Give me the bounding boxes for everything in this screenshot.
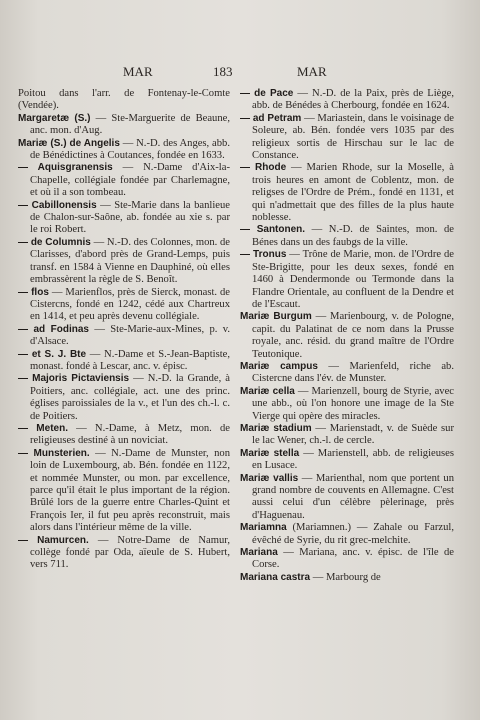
entry-text: — Mariastein, dans le voisinage de Soleure, ab. Bén. fondée vers 1035 par des religieux sortis de Hirschau sur le lac de Constance. — [252, 112, 454, 162]
entry-term: — ad Fodinas — [18, 323, 89, 335]
entry-term: — et S. J. Bte — [18, 348, 87, 360]
entry-text: (Mariamnen.) — Zahale ou Farzul, évêché de Syrie, du rit grec-melchite. — [252, 522, 454, 546]
entry-text: — N.-Dame et S.-Jean-Baptiste, monast. fondé à Lescar, anc. v. épisc. — [30, 348, 230, 372]
entry-term: Mariamna — [240, 522, 287, 534]
entry-term: Margaretæ (S.) — [18, 112, 91, 124]
header-right: MAR — [297, 64, 327, 79]
dictionary-entry — [18, 373, 230, 423]
entry-text: — Ste-Marguerite de Beaune, anc. mon. d'Aug. — [30, 112, 231, 137]
entry-term: — Santonen. — [240, 224, 306, 236]
entry-text: — Notre-Dame de Namur, collège fondé par Oda, aïeule de S. Hubert, vers 711. — [30, 534, 230, 571]
entry-text: — Marienstadt, v. de Suède sur le lac Wener, ch.-l. de cercle. — [252, 422, 454, 447]
dictionary-entry — [18, 423, 230, 448]
entry-text: — Mariana, anc. v. épisc. de l'île de Corse. — [252, 547, 454, 571]
dictionary-entry — [240, 361, 454, 386]
entry-text: — Trône de Marie, mon. de l'Ordre de Ste-Brigitte, pour les deux sexes, fondé en 1460 à Dendermonde ou Termonde dans la Flandre Orientale, au confluent de la Dendre et de l'Escaut. — [252, 249, 454, 310]
entry-term: — flos — [18, 286, 49, 298]
running-header — [0, 64, 480, 82]
entry-term: Mariæ vallis — [240, 472, 299, 484]
entry-term: Mariæ Burgum — [240, 311, 312, 323]
entry-text: — N.-D. des Colonnes, mon. de Clarisses, d'abord près de Grand-Lemps, puis transf. en 1584 à Vienne en Dauphiné, où elles embrassèrent la règle de S. Benoît. — [30, 236, 230, 286]
entry-term: — Cabillonensis — [18, 199, 97, 211]
entry-text: — Ste-Marie dans la banlieue de Chalon-sur-Saône, ab. fondée au xie s. par le roi Robert. — [30, 199, 230, 236]
dictionary-entry — [240, 572, 454, 584]
dictionary-entry — [18, 138, 230, 163]
entry-text: — Marienzell, bourg de Styrie, avec une abb., où l'on honore une image de la Ste Vierge qui opère des miracles. — [252, 385, 454, 422]
entry-text: — Marienbourg, v. de Pologne, capit. du Palatinat de ce nom dans la Prusse royale, anc. résid. du grand maître de l'Ordre Teutonique. — [252, 311, 454, 360]
dictionary-entry — [240, 113, 454, 163]
dictionary-entry — [240, 547, 454, 572]
entry-text: — N.-D. des Anges, abb. de Bénédictines à Coutances, fondée en 1633. — [30, 137, 230, 162]
entry-text: — Marienflos, près de Sierck, monast. de Cistercns, fondé en 1242, cédé aux Chartreux en 1414, et peu après devenu collégiale. — [30, 286, 231, 323]
entry-text: — N.-Dame, à Metz, mon. de religieuses destiné à un noviciat. — [30, 422, 230, 447]
dictionary-entry — [240, 249, 454, 311]
entry-term: — de Pace — [240, 88, 294, 99]
entry-term: — Majoris Pictaviensis — [18, 373, 130, 385]
entry-term: Mariæ stadium — [240, 422, 312, 434]
entry-term: — de Columnis — [18, 236, 91, 248]
entry-text: — Marienstell, abb. de religieuses en Lusace. — [252, 447, 454, 472]
entry-text: — N.-D. de Saintes, mon. de Bénes dans un des faubgs de la ville. — [252, 224, 454, 248]
entry-term: Mariæ (S.) de Angelis — [18, 137, 120, 149]
dictionary-entry — [18, 162, 230, 199]
entry-text: — N.-D. la Grande, à Poitiers, anc. collégiale, act. une des princ. églises paroissiales de la v., et l'un des ch.-l. c. de Poitiers. — [30, 373, 230, 422]
dictionary-entry — [18, 88, 230, 113]
dictionary-entry — [18, 200, 230, 237]
header-left: MAR — [123, 64, 153, 79]
entry-text: — Ste-Marie-aux-Mines, p. v. d'Alsace. — [30, 323, 231, 348]
dictionary-entry — [240, 224, 454, 249]
dictionary-entry — [18, 448, 230, 535]
entry-text: — Marbourg de — [310, 571, 381, 583]
dictionary-entry — [240, 88, 454, 113]
dictionary-entry — [18, 287, 230, 324]
dictionary-entry — [240, 386, 454, 423]
entry-term: — Aquisgranensis — [18, 162, 113, 174]
entry-term: Mariana castra — [240, 571, 311, 583]
entry-text: — Marien Rhode, sur la Moselle, à trois heures en amont de Coblentz, mon. de religses de l'Ordre de Prém., fondé en 1131, et qui n'admettait que des filles de la plus haute noblesse. — [252, 162, 454, 224]
entry-term: — Munsterien. — [18, 447, 90, 459]
entry-text: — N.-Dame de Munster, non loin de Luxembourg, ab. Bén. fondée en 1122, et nommée Munster, ou mon. par excellence, parce qu'il était le plus important de la région. Brûlé lors de la guerre entre Charles-Quint et François Ier, il fut peu après reconstruit, mais alors dans l'intérieur même de la ville. — [30, 447, 230, 534]
entry-text: — Marienthal, nom que portent un grand nombre de couvents en Allemagne. C'est aussi celui d'un célèbre pèlerinage, près d'Haguenau. — [252, 472, 454, 521]
page-number: 183 — [213, 64, 233, 79]
dictionary-entry — [18, 535, 230, 572]
entry-text: Poitou dans l'arr. de Fontenay-le-Comte (Vendée). — [18, 88, 230, 112]
dictionary-entry — [240, 423, 454, 448]
entry-term: — Rhode — [240, 162, 287, 174]
dictionary-entry — [240, 162, 454, 224]
right-column — [240, 88, 454, 584]
dictionary-entry — [18, 349, 230, 374]
dictionary-entry — [18, 113, 230, 138]
left-column — [18, 88, 230, 572]
entry-term: Mariæ cella — [240, 385, 295, 397]
dictionary-entry — [240, 473, 454, 523]
entry-text: — Marienfeld, riche ab. Cistercne dans l'év. de Munster. — [252, 360, 454, 385]
entry-text: — N.-D. de la Paix, près de Liège, abb. de Bénédes à Cherbourg, fondée en 1624. — [252, 88, 454, 112]
dictionary-entry — [240, 522, 454, 547]
entry-term: — Namurcen. — [18, 534, 89, 546]
dictionary-entry — [18, 237, 230, 287]
entry-term: Mariæ campus — [240, 360, 318, 372]
entry-text: — N.-Dame d'Aix-la-Chapelle, collégiale fondée par Charlemagne, et où il a son tombeau. — [30, 162, 230, 199]
dictionary-entry — [18, 324, 230, 349]
entry-term: — ad Petram — [240, 112, 302, 124]
dictionary-entry — [240, 311, 454, 361]
entry-term: — Meten. — [18, 422, 68, 434]
entry-term: Mariana — [240, 547, 278, 559]
entry-term: — Tronus — [240, 249, 287, 261]
entry-term: Mariæ stella — [240, 447, 300, 459]
dictionary-entry — [240, 448, 454, 473]
